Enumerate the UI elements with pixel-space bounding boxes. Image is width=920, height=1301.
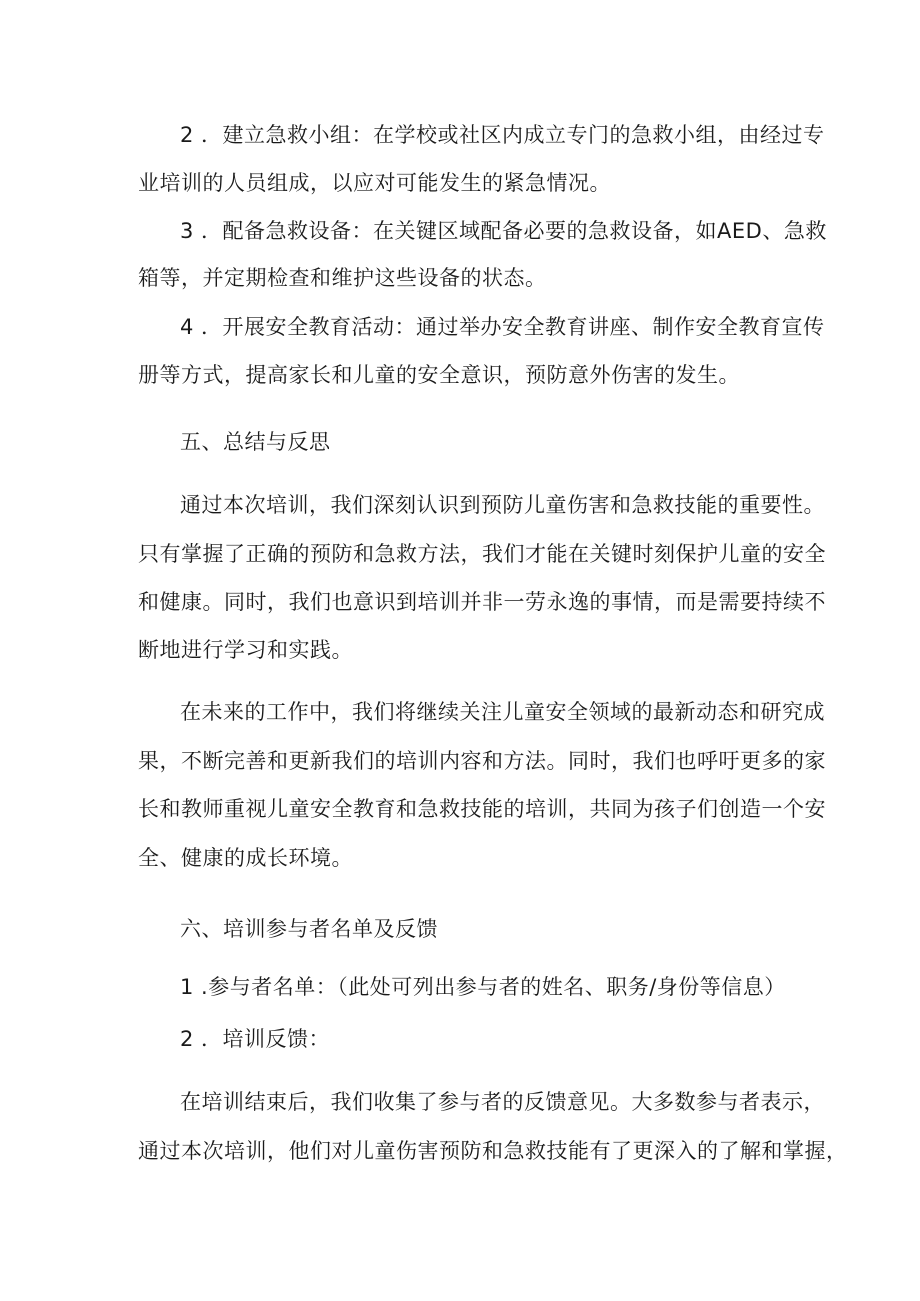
section-heading-5: 五、总结与反思	[180, 430, 331, 454]
paragraph-future-line-1: 在未来的工作中，我们将继续关注儿童安全领域的最新动态和研究成	[180, 700, 825, 724]
paragraph-future-line-4: 全、健康的成长环境。	[138, 846, 353, 870]
paragraph-summary-line-4: 断地进行学习和实践。	[138, 638, 353, 662]
section-heading-6: 六、培训参与者名单及反馈	[180, 917, 438, 941]
paragraph-feedback-line-2: 通过本次培训，他们对儿童伤害预防和急救技能有了更深入的了解和掌握，	[138, 1139, 848, 1163]
item-3-line-1: 3 ．配备急救设备：在关键区域配备必要的急救设备，如AED、急救	[180, 219, 827, 243]
item-feedback: 2 ．培训反馈：	[180, 1027, 331, 1051]
paragraph-summary-line-2: 只有掌握了正确的预防和急救方法，我们才能在关键时刻保护儿童的安全	[138, 542, 826, 566]
item-2-line-1: 2 ．建立急救小组：在学校或社区内成立专门的急救小组，由经过专	[180, 123, 825, 147]
item-3-line-2: 箱等，并定期检查和维护这些设备的状态。	[138, 266, 547, 290]
paragraph-future-line-2: 果，不断完善和更新我们的培训内容和方法。同时，我们也呼吁更多的家	[138, 749, 826, 773]
paragraph-summary-line-1: 通过本次培训，我们深刻认识到预防儿童伤害和急救技能的重要性。	[180, 493, 825, 517]
item-4-line-2: 册等方式，提高家长和儿童的安全意识，预防意外伤害的发生。	[138, 363, 740, 387]
item-4-line-1: 4 ．开展安全教育活动：通过举办安全教育讲座、制作安全教育宣传	[180, 315, 825, 339]
paragraph-future-line-3: 长和教师重视儿童安全教育和急救技能的培训，共同为孩子们创造一个安	[138, 797, 826, 821]
paragraph-summary-line-3: 和健康。同时，我们也意识到培训并非一劳永逸的事情，而是需要持续不	[138, 590, 826, 614]
paragraph-feedback-line-1: 在培训结束后，我们收集了参与者的反馈意见。大多数参与者表示，	[180, 1090, 825, 1114]
item-participant-list: 1 .参与者名单：（此处可列出参与者的姓名、职务/身份等信息）	[180, 975, 786, 999]
item-2-line-2: 业培训的人员组成，以应对可能发生的紧急情况。	[138, 171, 611, 195]
